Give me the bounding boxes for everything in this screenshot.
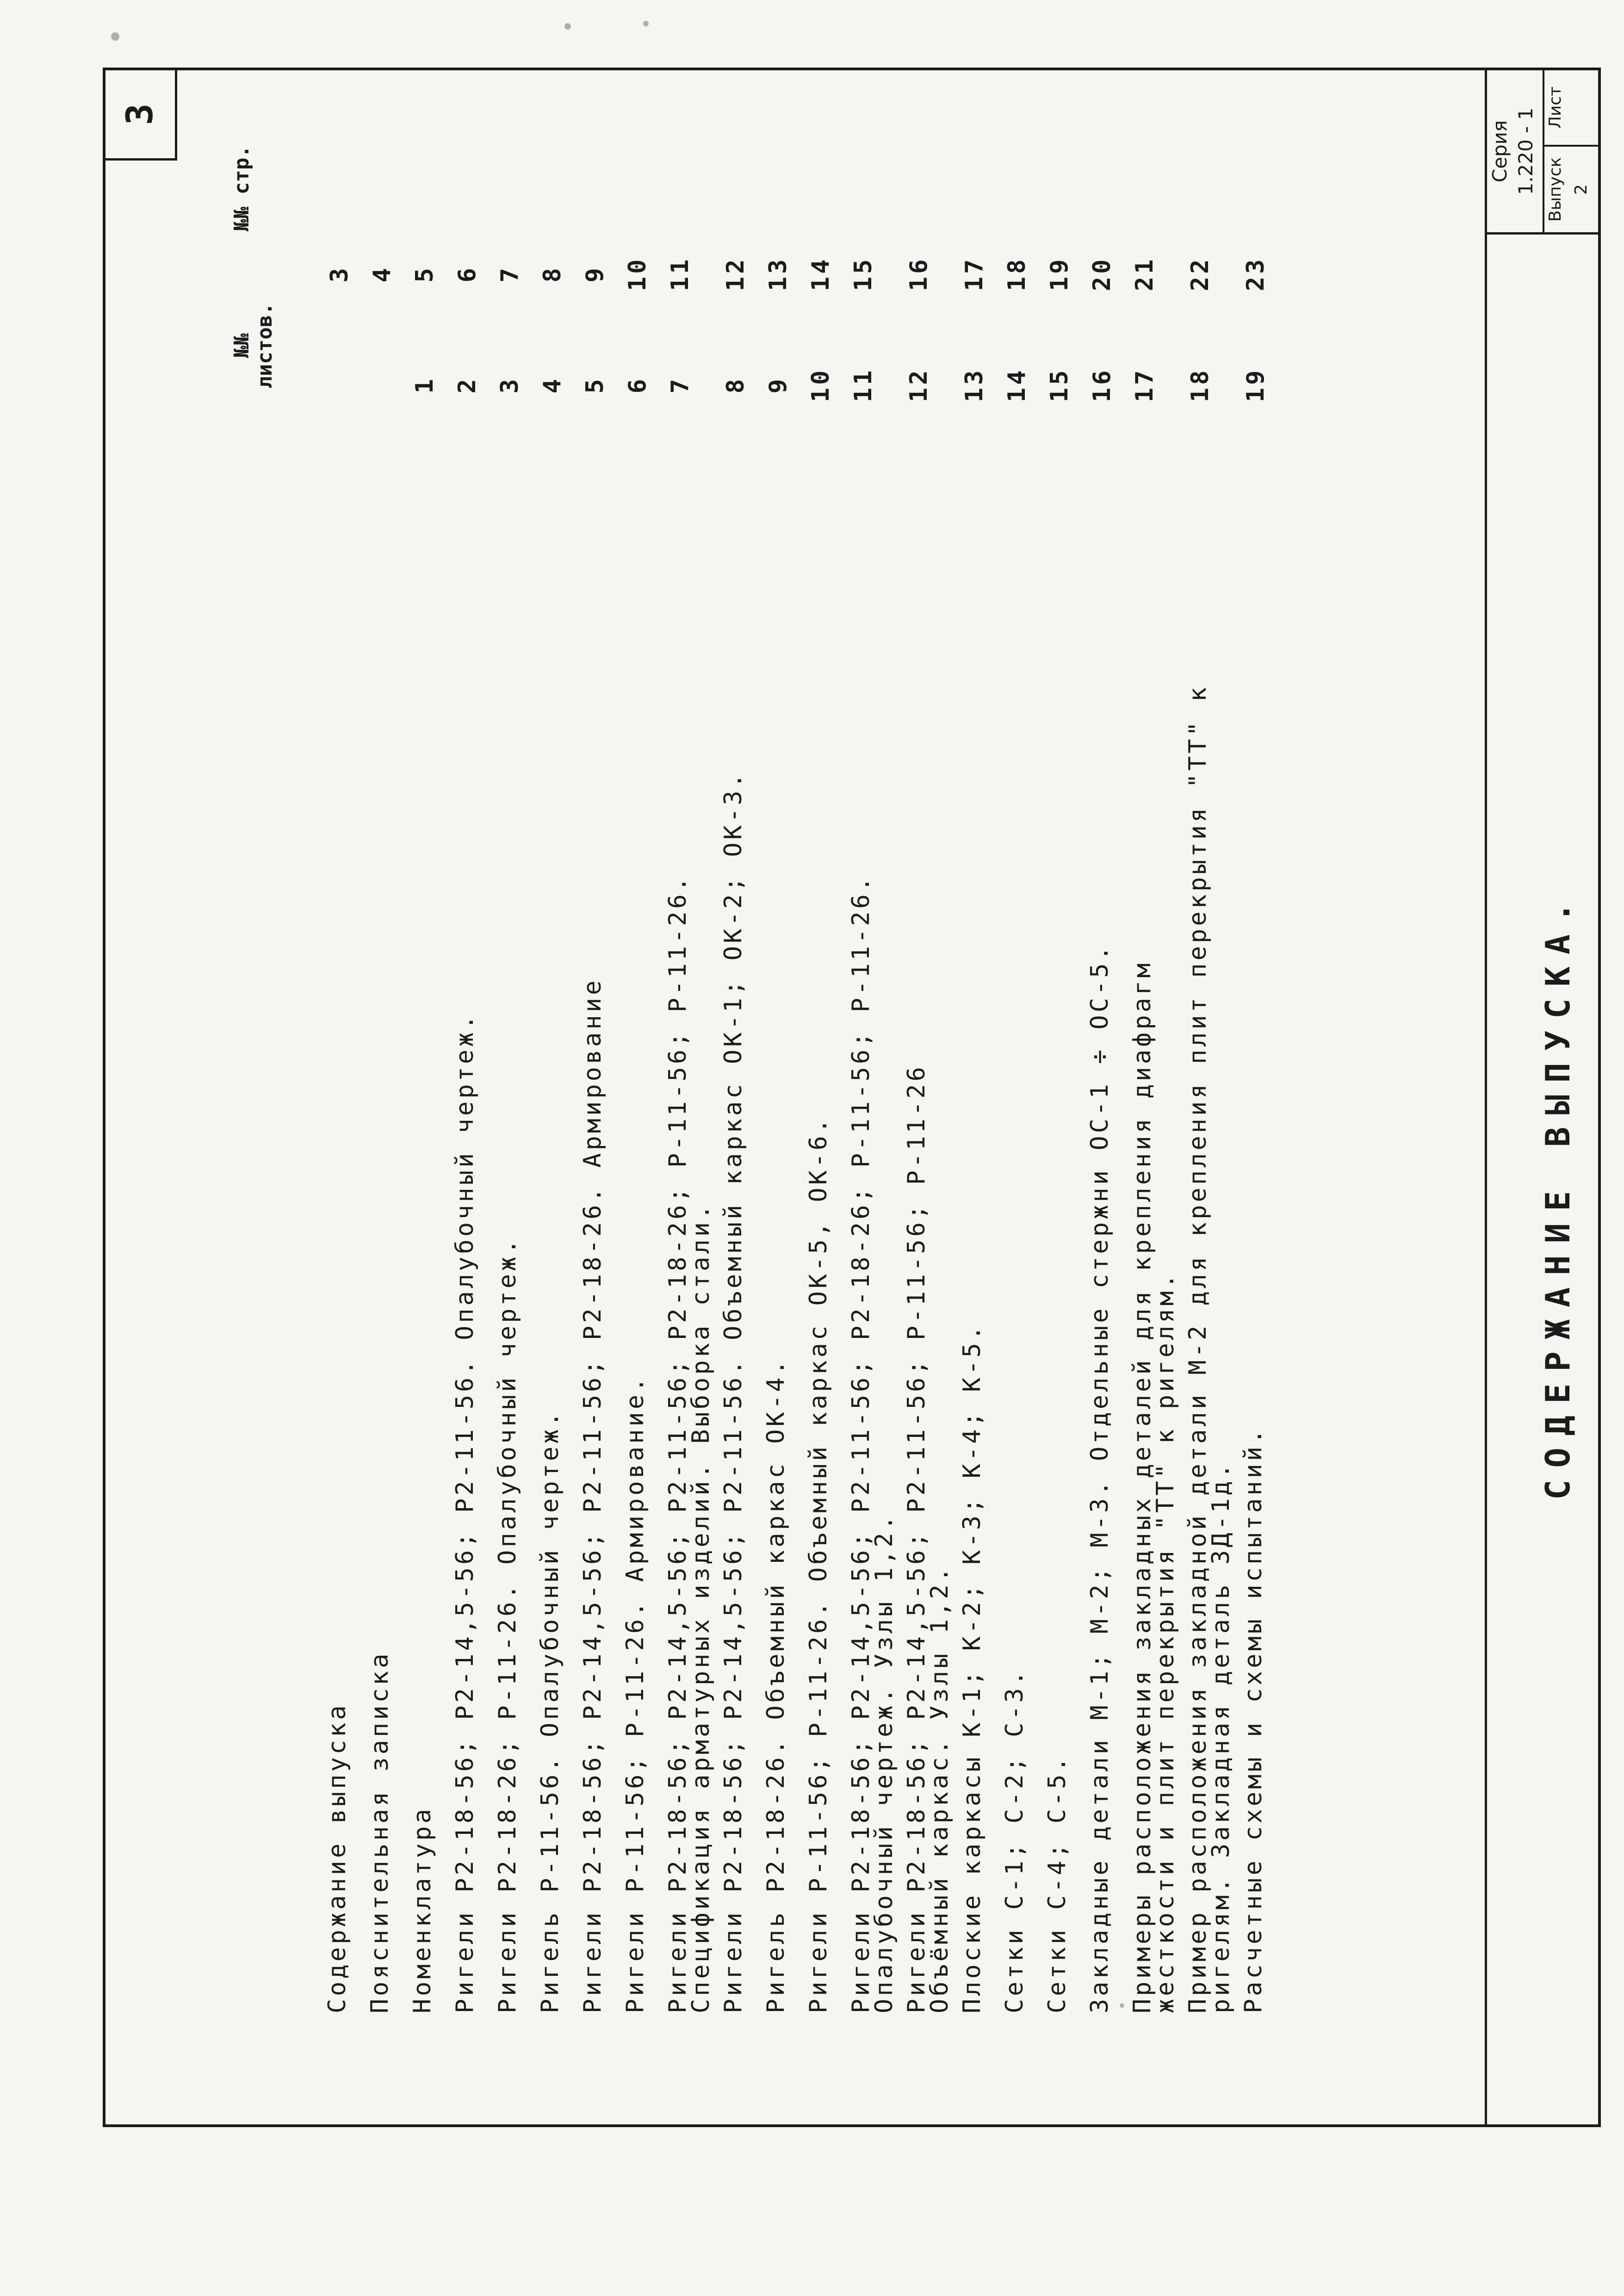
toc-row-sheet-number: 19 [1242, 367, 1270, 402]
title-block-stamp [1487, 70, 1598, 235]
toc-row-title: Примеры расположения закладных деталей для крепления диафрагм жесткости и плит перекрытия "ТТ" к ригелям. [1128, 960, 1179, 2013]
toc-row-page-number: 20 [1088, 256, 1116, 291]
stamp-series-label: Серия [1488, 120, 1511, 183]
toc-row-sheet-number: 1 [411, 376, 439, 394]
toc-row-page-number: 19 [1046, 256, 1073, 291]
toc-row-title: Ригели Р2-18-56; Р2-14,5-56; Р2-11-56; Р-11-56; Р-11-26 Объёмный каркас. Узлы 1,2. [903, 1064, 954, 2013]
toc-row-page-number: 15 [849, 256, 877, 291]
toc-row-page-number: 3 [326, 265, 353, 283]
toc-row [804, 181, 847, 2013]
toc-row-title: Пример расположения закладной детали М-2 для крепления плит перекрытия "ТТ" к ригелям. Закладная деталь ЗД-1д. [1184, 684, 1235, 2013]
toc-row-sheet-number: 3 [496, 376, 524, 394]
stamp-series [1487, 70, 1544, 232]
toc-row-page-number: 7 [496, 265, 524, 283]
toc-row [663, 181, 719, 2013]
toc-row-sheet-number: 11 [849, 367, 877, 402]
toc-row [451, 181, 493, 2013]
toc-row-title: Ригели Р-11-56; Р-11-26. Объемный каркас ОК-5, ОК-6. [805, 1116, 832, 2013]
toc-row [847, 181, 902, 2013]
toc-row-title: Ригели Р2-18-26; Р-11-26. Опалубочный чертеж. [494, 1237, 521, 2013]
toc-row [719, 181, 762, 2013]
toc-row [1184, 181, 1239, 2013]
sheet-title: СОДЕРЖАНИЕ ВЫПУСКА. [1538, 890, 1577, 1500]
toc-row-page-number: 14 [807, 256, 835, 291]
toc-row-title: Ригель Р2-18-26. Объемный каркас ОК-4. [762, 1357, 790, 2013]
toc-row-sheet-number: 8 [722, 376, 750, 394]
toc-row-title: Ригели Р2-18-56; Р2-14,5-56; Р2-11-56; Р2-18-26; Р-11-56; Р-11-26. Опалубочный чертеж. Узлы 1,2. [847, 874, 898, 2013]
toc-row-page-number: 8 [539, 265, 566, 283]
toc-row-title: Ригель Р-11-56. Опалубочный чертеж. [536, 1409, 564, 2013]
toc-row [1128, 181, 1184, 2013]
toc-row-title: Плоские каркасы К-1; К-2; К-3; К-4; К-5. [958, 1323, 986, 2013]
toc-row-page-number: 16 [905, 256, 933, 291]
toc-row [1239, 181, 1282, 2013]
toc-row-sheet-number: 2 [453, 376, 481, 394]
toc-row-title: Закладные детали М-1; М-2; М-3. Отдельные стержни ОС-1 ÷ ОС-5. [1086, 943, 1114, 2013]
stamp-issue-label: Выпуск [1546, 157, 1565, 222]
stamp-issue [1543, 145, 1598, 232]
toc-row [1085, 181, 1128, 2013]
toc-row-page-number: 12 [722, 256, 750, 291]
stamp-issue-value: 2 [1572, 184, 1591, 195]
toc-row-title: Ригели Р2-18-56; Р2-14,5-56; Р2-11-56. Опалубочный чертеж. [451, 1012, 479, 2013]
column-header-sheets: №№ листов. [230, 303, 277, 389]
stamp-sheet-label: Лист [1546, 86, 1565, 129]
toc-row [323, 181, 366, 2013]
toc-row-sheet-number: 18 [1186, 367, 1214, 402]
toc-row-title: Пояснительная записка [366, 1651, 394, 2013]
toc-row-sheet-number: 7 [666, 376, 694, 394]
toc-row-title: Ригели Р-11-56; Р-11-26. Армирование. [621, 1374, 649, 2013]
toc-row-page-number: 17 [961, 256, 988, 291]
toc-row [762, 181, 804, 2013]
scan-speck [564, 23, 571, 30]
toc-row-sheet-number: 9 [764, 376, 792, 394]
toc-row-title: Ригели Р2-18-56; Р2-14,5-56; Р2-11-56; Р2-18-26; Р-11-56; Р-11-26. Спецификация арматурных изделий. Выборка стали. [664, 874, 715, 2013]
toc-row-sheet-number: 17 [1131, 367, 1159, 402]
toc-row-title: Номенклатура [409, 1806, 436, 2013]
toc-row [902, 181, 958, 2013]
toc-row-page-number: 9 [581, 265, 609, 283]
toc-column-headers [230, 135, 277, 399]
toc-row-page-number: 11 [666, 256, 694, 291]
toc-row-sheet-number: 4 [539, 376, 566, 394]
toc-row-page-number: 4 [368, 265, 396, 283]
table-of-contents [323, 181, 1282, 2013]
toc-row-title: Содержание выпуска [323, 1702, 351, 2013]
toc-row-title: Сетки С-1; С-2; С-3. [1001, 1668, 1029, 2013]
drawing-sheet [103, 68, 1601, 2127]
toc-row-page-number: 6 [453, 265, 481, 283]
toc-row [536, 181, 578, 2013]
toc-row-title: Расчетные схемы и схемы испытаний. [1240, 1426, 1267, 2013]
toc-row-sheet-number: 16 [1088, 367, 1116, 402]
toc-row [578, 181, 621, 2013]
toc-row [958, 181, 1000, 2013]
toc-row [408, 181, 451, 2013]
toc-row [1000, 181, 1043, 2013]
toc-row [1043, 181, 1085, 2013]
toc-row-title: Ригели Р2-18-56; Р2-14,5-56; Р2-11-56; Р2-18-26. Армирование [579, 978, 607, 2013]
scan-speck [111, 32, 119, 41]
stamp-series-code: 1.220 - 1 [1514, 107, 1537, 195]
toc-row-page-number: 18 [1003, 256, 1031, 291]
toc-row-page-number: 10 [624, 256, 651, 291]
toc-row-sheet-number: 15 [1046, 367, 1073, 402]
toc-row-sheet-number: 12 [905, 367, 933, 402]
stamp-sheet [1543, 70, 1598, 145]
toc-row [621, 181, 663, 2013]
toc-row-sheet-number: 14 [1003, 367, 1031, 402]
sheet-number: 3 [105, 70, 177, 161]
toc-row [493, 181, 536, 2013]
toc-row-sheet-number: 10 [807, 367, 835, 402]
toc-row-page-number: 23 [1242, 256, 1270, 291]
column-header-pages: №№ стр. [230, 145, 254, 231]
toc-row-page-number: 13 [764, 256, 792, 291]
toc-row-page-number: 5 [411, 265, 439, 283]
toc-row-title: Сетки С-4; С-5. [1043, 1754, 1071, 2013]
toc-row-sheet-number: 6 [624, 376, 651, 394]
scan-speck [643, 21, 649, 26]
title-strip [1485, 70, 1598, 2124]
toc-row-title: Ригели Р2-18-56; Р2-14,5-56; Р2-11-56. Объемный каркас ОК-1; ОК-2; ОК-3. [719, 770, 747, 2013]
toc-row-page-number: 21 [1131, 256, 1159, 291]
toc-row-sheet-number: 13 [961, 367, 988, 402]
toc-row-page-number: 22 [1186, 256, 1214, 291]
toc-row [366, 181, 408, 2013]
toc-row-sheet-number: 5 [581, 376, 609, 394]
